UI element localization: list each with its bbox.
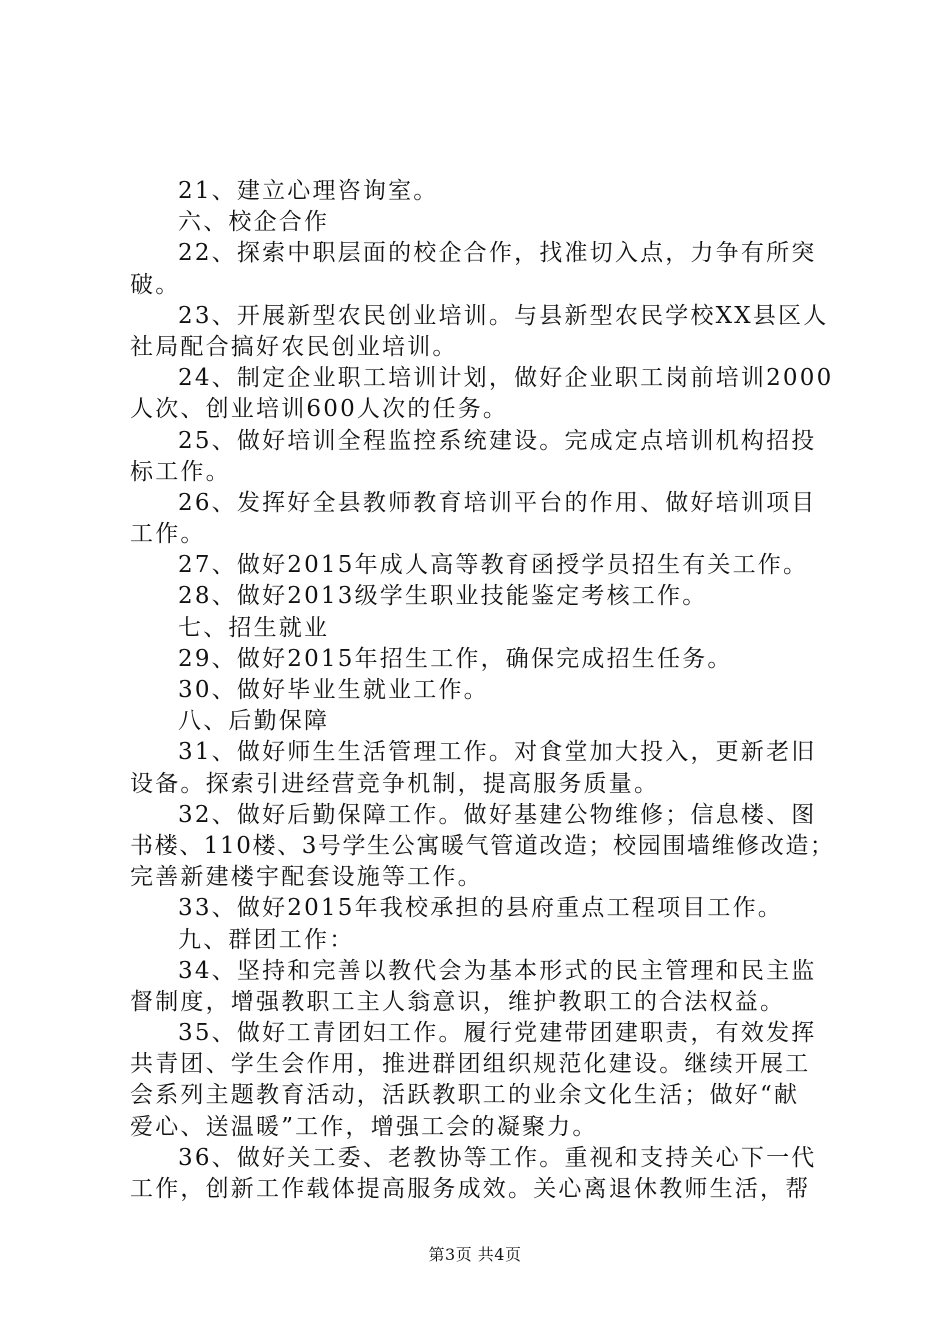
text-line: 29、做好2015年招生工作，确保完成招生任务。 xyxy=(178,645,733,672)
text-line: 工作。 xyxy=(130,521,206,548)
text-line: 36、做好关工委、老教协等工作。重视和支持关心下一代 xyxy=(178,1144,817,1171)
text-line: 书楼、110楼、3号学生公寓暖气管道改造；校园围墙维修改造； xyxy=(130,832,835,859)
text-line: 共青团、学生会作用，推进群团组织规范化建设。继续开展工 xyxy=(130,1051,811,1078)
text-line: 设备。探索引进经营竞争机制，提高服务质量。 xyxy=(130,770,660,797)
text-line: 爱心、送温暖”工作，增强工会的凝聚力。 xyxy=(130,1113,598,1140)
text-line: 25、做好培训全程监控系统建设。完成定点培训机构招投 xyxy=(178,427,817,454)
text-line: 23、开展新型农民创业培训。与县新型农民学校XX县区人 xyxy=(178,302,829,329)
document-body xyxy=(130,176,840,1205)
text-line: 32、做好后勤保障工作。做好基建公物维修；信息楼、图 xyxy=(178,801,817,828)
text-line: 27、做好2015年成人高等教育函授学员招生有关工作。 xyxy=(178,552,809,579)
text-line: 24、制定企业职工培训计划，做好企业职工岗前培训2000 xyxy=(178,365,834,392)
text-line: 标工作。 xyxy=(130,458,231,485)
text-line: 六、校企合作 xyxy=(178,209,330,236)
text-line: 28、做好2013级学生职业技能鉴定考核工作。 xyxy=(178,583,708,610)
text-line: 破。 xyxy=(130,271,181,298)
text-line: 35、做好工青团妇工作。履行党建带团建职责，有效发挥 xyxy=(178,1020,817,1047)
text-line: 34、坚持和完善以教代会为基本形式的民主管理和民主监 xyxy=(178,957,817,984)
text-line: 工作，创新工作载体提高服务成效。关心离退休教师生活，帮 xyxy=(130,1176,811,1202)
text-line: 21、建立心理咨询室。 xyxy=(178,178,439,204)
text-line: 30、做好毕业生就业工作。 xyxy=(178,677,489,703)
text-line: 33、做好2015年我校承担的县府重点工程项目工作。 xyxy=(178,895,783,922)
text-line: 完善新建楼宇配套设施等工作。 xyxy=(130,864,483,891)
text-line: 八、后勤保障 xyxy=(178,708,330,735)
text-line: 31、做好师生生活管理工作。对食堂加大投入，更新老旧 xyxy=(178,739,817,766)
text-line: 七、招生就业 xyxy=(178,614,330,641)
text-line: 九、群团工作： xyxy=(178,926,355,953)
text-line: 22、探索中职层面的校企合作，找准切入点，力争有所突 xyxy=(178,240,817,267)
text-line: 社局配合搞好农民创业培训。 xyxy=(130,333,458,360)
text-line: 人次、创业培训600人次的任务。 xyxy=(130,396,509,423)
text-line: 26、发挥好全县教师教育培训平台的作用、做好培训项目 xyxy=(178,489,817,516)
page-footer: 第3页 共4页 xyxy=(428,1245,522,1264)
text-line: 督制度，增强教职工主人翁意识，维护教职工的合法权益。 xyxy=(130,988,786,1015)
text-line: 会系列主题教育活动，活跃教职工的业余文化生活；做好“献 xyxy=(130,1082,800,1109)
